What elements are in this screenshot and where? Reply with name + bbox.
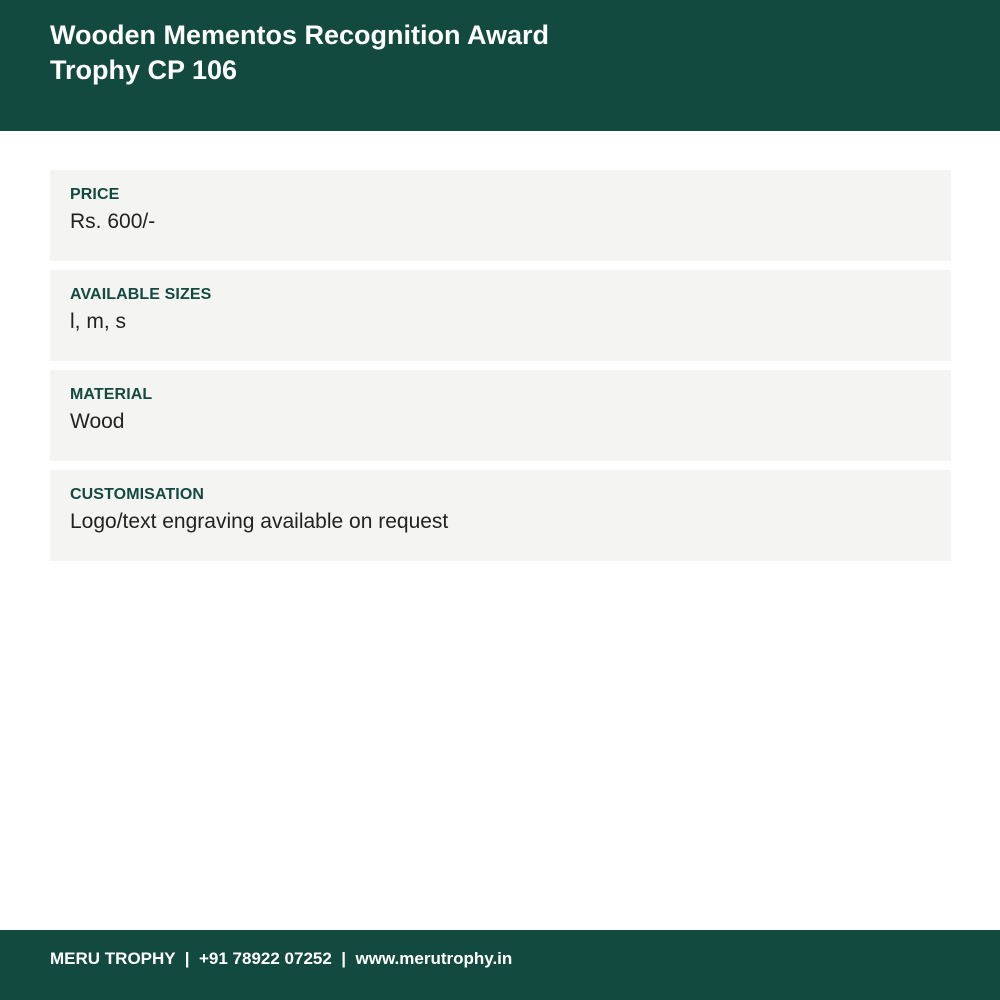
footer-phone: +91 78922 07252 <box>198 949 332 968</box>
price-value: Rs. 600/- <box>70 210 156 233</box>
detail-card-sizes <box>50 270 951 361</box>
footer-banner <box>0 930 1000 1000</box>
detail-card-material <box>50 370 951 461</box>
customisation-value: Logo/text engraving available on request <box>70 510 449 533</box>
material-value: Wood <box>70 410 125 433</box>
footer-separator-1: | <box>184 949 190 968</box>
detail-card-customisation <box>50 470 951 561</box>
header-banner <box>0 0 1000 131</box>
footer-brand: MERU TROPHY <box>50 949 176 968</box>
product-title-line-2: Trophy CP 106 <box>50 55 238 85</box>
sizes-label: AVAILABLE SIZES <box>70 286 212 303</box>
footer-website: www.merutrophy.in <box>355 949 513 968</box>
product-details <box>50 170 951 570</box>
detail-card-price <box>50 170 951 261</box>
product-title-line-1: Wooden Mementos Recognition Award <box>50 20 550 50</box>
material-label: MATERIAL <box>70 386 153 403</box>
sizes-value: l, m, s <box>70 310 126 333</box>
product-title <box>50 18 750 88</box>
footer-contact <box>50 949 512 969</box>
customisation-label: CUSTOMISATION <box>70 486 205 503</box>
footer-separator-2: | <box>341 949 347 968</box>
price-label: PRICE <box>70 186 120 203</box>
